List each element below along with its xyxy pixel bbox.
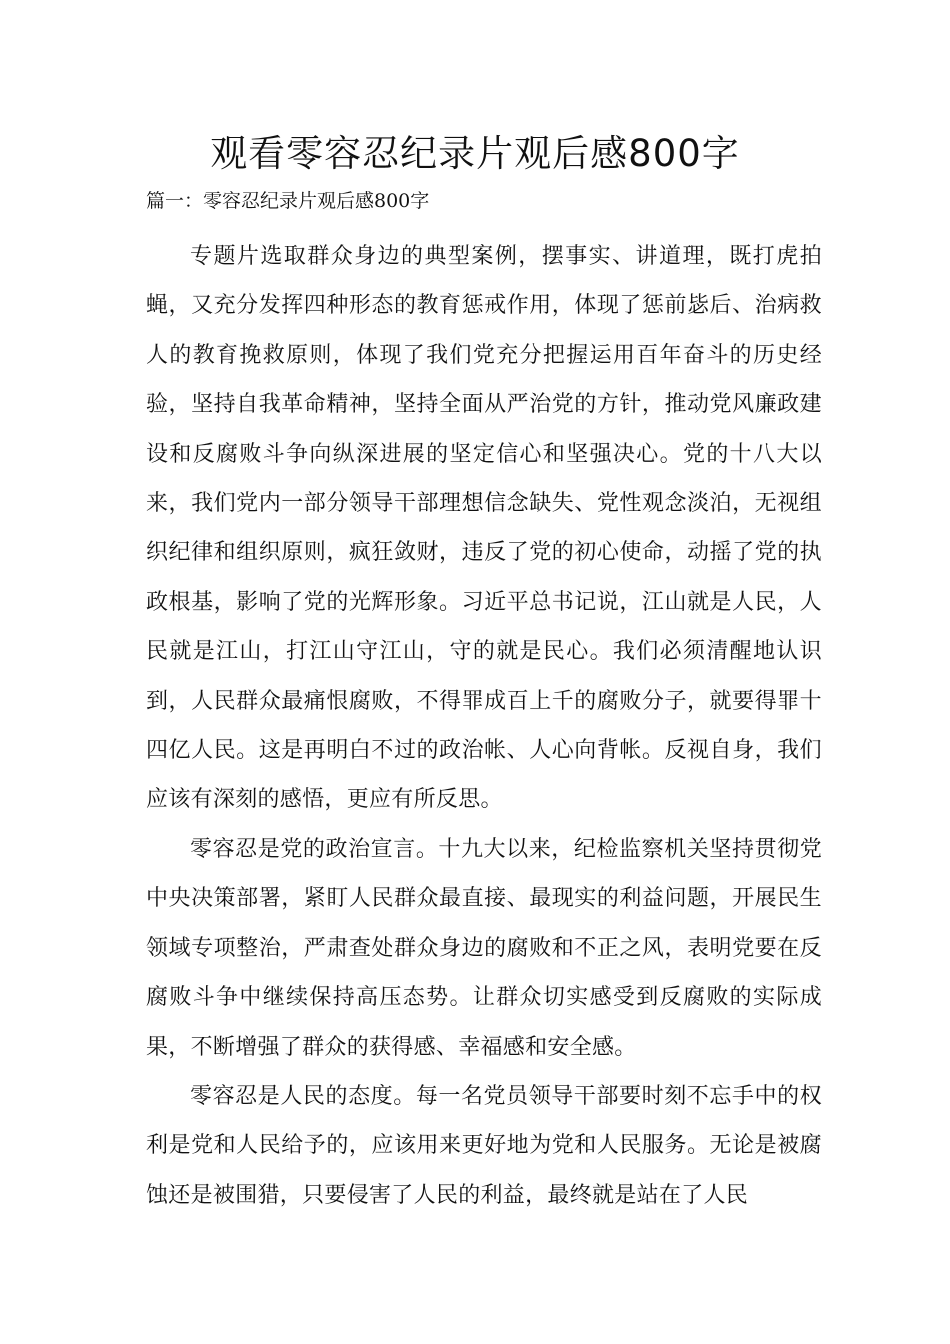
paragraph-1: 专题片选取群众身边的典型案例，摆事实、讲道理，既打虎拍蝇，又充分发挥四种形态的教育惩戒作用，体现了惩前毖后、治病救人的教育挽救原则，体现了我们党充分把握运用百年奋斗的历史经验，坚持自我革命精神，坚持全面从严治党的方针，推动党风廉政建设和反腐败斗争向纵深进展的坚定信心和坚强决心。党的十八大以来，我们党内一部分领导干部理想信念缺失、党性观念淡泊，无视组织纪律和组织原则，疯狂敛财，违反了党的初心使命，动摇了党的执政根基，影响了党的光辉形象。习近平总书记说，江山就是人民，人民就是江山，打江山守江山，守的就是民心。我们必须清醒地认识到，人民群众最痛恨腐败，不得罪成百上千的腐败分子，就要得罪十四亿人民。这是再明白不过的政治帐、人心向背帐。反视自身，我们应该有深刻的感悟，更应有所反思。 — [146, 244, 822, 813]
paragraph-3: 零容忍是人民的态度。每一名党员领导干部要时刻不忘手中的权利是党和人民给予的，应该用来更好地为党和人民服务。无论是被腐蚀还是被围猎，只要侵害了人民的利益，最终就是站在了人民 — [146, 1083, 822, 1208]
section-heading: 篇一：零容忍纪录片观后感800字 — [146, 190, 430, 212]
document-title: 观看零容忍纪录片观后感800字 — [210, 132, 740, 175]
paragraph-2: 零容忍是党的政治宣言。十九大以来，纪检监察机关坚持贯彻党中央决策部署，紧盯人民群众最直接、最现实的利益问题，开展民生领域专项整治，严肃查处群众身边的腐败和不正之风，表明党要在反腐败斗争中继续保持高压态势。让群众切实感受到反腐败的实际成果，不断增强了群众的获得感、幸福感和安全感。 — [146, 836, 822, 1060]
document-body — [146, 232, 822, 1220]
